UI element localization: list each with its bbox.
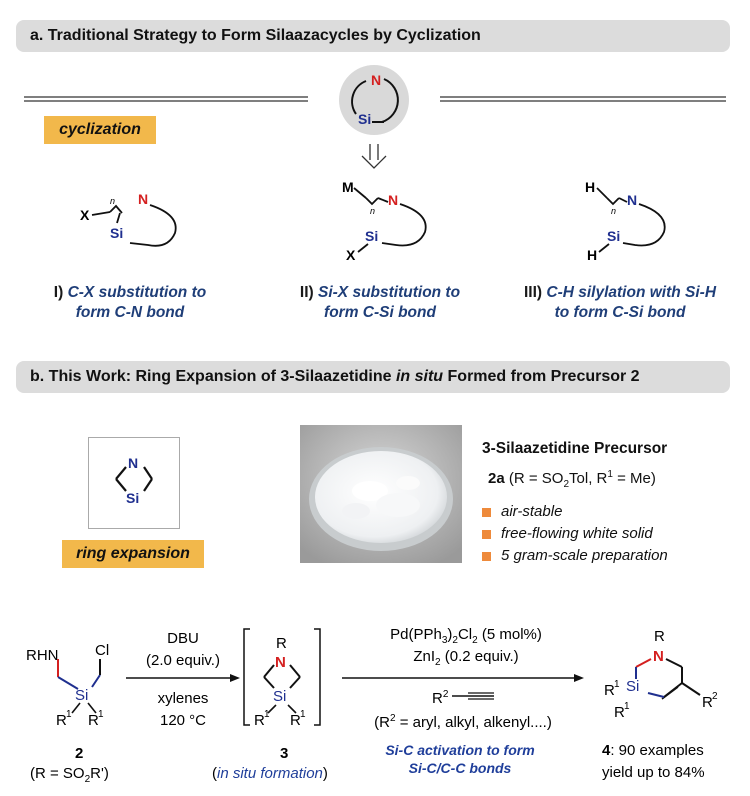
precursor-photo — [300, 425, 462, 563]
svg-text:n: n — [370, 206, 376, 216]
svg-text:N: N — [627, 192, 638, 208]
panel-a-header: a. Traditional Strategy to Form Silaazacycles by Cyclization — [16, 20, 730, 52]
bullet-gram-scale: 5 gram-scale preparation — [482, 547, 668, 564]
svg-text:1: 1 — [66, 709, 72, 720]
svg-text:R: R — [88, 712, 99, 729]
panel-a-ring-graphic — [0, 60, 750, 170]
svg-text:DBU: DBU — [167, 630, 199, 647]
svg-text:R: R — [604, 682, 615, 699]
silaazetidine-icon — [88, 437, 180, 529]
svg-text:RHN: RHN — [26, 647, 59, 664]
svg-text:R: R — [56, 712, 67, 729]
svg-text:n: n — [611, 206, 617, 216]
bullet-air-stable: air-stable — [482, 503, 562, 520]
panel-b-header: b. This Work: Ring Expansion of 3-Silaazetidine in situ Formed from Precursor 2 — [16, 361, 730, 393]
svg-text:H: H — [587, 247, 598, 262]
svg-text:(2.0 equiv.): (2.0 equiv.) — [146, 652, 220, 669]
svg-text:Si: Si — [75, 687, 89, 704]
svg-text:2: 2 — [712, 691, 718, 702]
svg-text:1: 1 — [264, 709, 270, 720]
svg-text:R: R — [290, 712, 301, 729]
svg-text:R: R — [254, 712, 265, 729]
caption-1: I) C-X substitution to form C-N bond — [53, 284, 207, 321]
bullet-free-flowing: free-flowing white solid — [482, 525, 653, 542]
svg-text:N: N — [275, 654, 286, 671]
ring-expansion-tag: ring expansion — [62, 540, 204, 568]
svg-text:R: R — [654, 628, 665, 645]
step-2 — [342, 626, 584, 776]
svg-text:n: n — [110, 196, 116, 206]
svg-text:(R2 = aryl, alkyl, alkenyl....: ($R^2$ = aryl, alkyl, alkenyl....) — [374, 713, 552, 731]
svg-text:2: 2 — [75, 745, 84, 762]
compound-3 — [212, 629, 328, 782]
caption-2: II) Si-X substitution to form C-Si bond — [299, 284, 461, 321]
svg-text:Si: Si — [626, 678, 640, 695]
svg-text:X: X — [80, 207, 90, 223]
svg-text:1: 1 — [98, 709, 104, 720]
svg-text:1: 1 — [614, 679, 620, 690]
svg-text:R: R — [276, 635, 287, 652]
svg-text:Si: Si — [126, 490, 140, 506]
svg-text:4: 90 examples: 4: 90 examples — [602, 742, 704, 759]
svg-text:Si-C/C-C bonds: Si-C/C-C bonds — [408, 760, 512, 776]
compound-4 — [602, 628, 718, 781]
precursor-title: 3-Silaazetidine Precursor — [482, 440, 668, 457]
svg-text:R: R — [614, 704, 625, 721]
caption-3: III) C-H silylation with Si-H to form C-Si bond — [523, 284, 717, 321]
svg-text:1: 1 — [624, 701, 630, 712]
structure-1 — [70, 185, 200, 260]
svg-text:120 °C: 120 °C — [159, 712, 207, 729]
svg-text:(R = SO2R'): $(R = SO_2R')$ — [30, 765, 109, 785]
svg-text:Si: Si — [365, 228, 379, 244]
svg-text:xylenes: xylenes — [157, 690, 209, 707]
svg-text:ZnI2 (0.2 equiv.): ZnI$_2$ (0.2 equiv.) — [413, 648, 519, 668]
svg-text:R: R — [702, 694, 713, 711]
svg-text:H: H — [585, 179, 596, 195]
svg-text:R2: $R^2$ — [432, 689, 449, 707]
svg-text:1: 1 — [300, 709, 306, 720]
structure-2 — [330, 172, 460, 262]
svg-text:yield up to 84%: yield up to 84% — [602, 764, 705, 781]
svg-text:3: 3 — [280, 745, 289, 762]
compound-2 — [26, 642, 109, 785]
svg-text:Si-C activation to form: Si-C activation to form — [385, 742, 535, 758]
svg-text:Pd(PPh3)2Cl2 (5 mol%): $Pd(PPh_3)_2Cl_2$ (5 mol%) — [390, 626, 542, 646]
cyclization-tag: cyclization — [44, 116, 156, 144]
ring-n-label: N — [371, 72, 382, 88]
reaction-scheme — [0, 615, 750, 796]
svg-text:X: X — [346, 247, 356, 262]
svg-text:N: N — [653, 648, 664, 665]
svg-text:Si: Si — [273, 688, 287, 705]
svg-text:M: M — [342, 179, 354, 195]
svg-text:Si: Si — [110, 225, 124, 241]
svg-text:Si: Si — [607, 228, 621, 244]
step-1 — [126, 630, 240, 729]
svg-text:Cl: Cl — [95, 642, 110, 659]
svg-text:N: N — [138, 191, 149, 207]
precursor-formula: 2a ($R = SO_2Tol$, $R^1 = Me$) — [488, 469, 656, 490]
ring-si-label: Si — [358, 111, 372, 127]
svg-text:N: N — [128, 455, 139, 471]
structure-3 — [575, 172, 705, 262]
svg-text:N: N — [388, 192, 399, 208]
svg-text:(in situ formation): (in situ formation) — [212, 765, 328, 782]
